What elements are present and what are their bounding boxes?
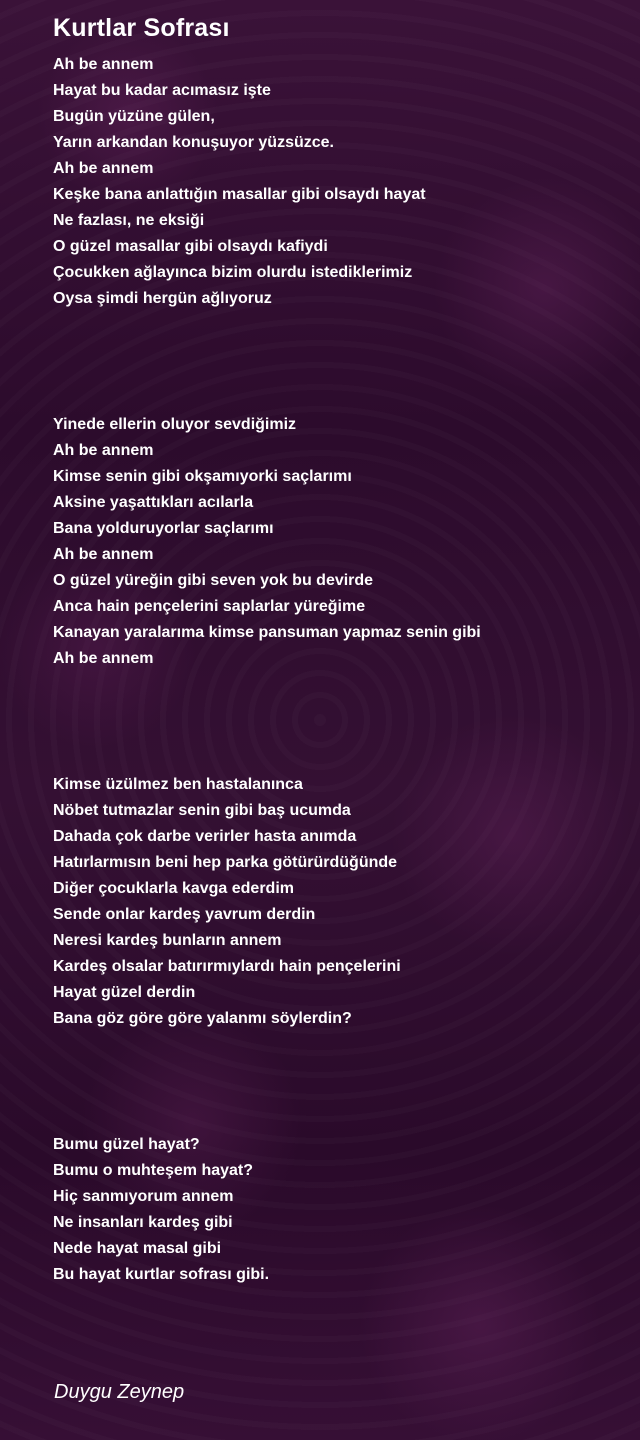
poem-line: Bugün yüzüne gülen, [53,108,215,125]
poem-line: Ne fazlası, ne eksiği [53,212,205,229]
poem-line: Neresi kardeş bunların annem [53,932,282,949]
stanza [53,52,426,312]
poem-line: Ah be annem [53,546,154,563]
poem-line: Kardeş olsalar batırırmıylardı hain pençelerini [53,958,401,975]
poem-title: Kurtlar Sofrası [53,14,230,42]
poem-line: Bana göz göre göre yalanmı söylerdin? [53,1010,352,1027]
poem-line: Sende onlar kardeş yavrum derdin [53,906,316,923]
poem-line: Ah be annem [53,160,154,177]
poem-line: Hiç sanmıyorum annem [53,1188,234,1205]
poem-line: Nöbet tutmazlar senin gibi baş ucumda [53,802,351,819]
stanza [53,1132,269,1288]
poem-line: Aksine yaşattıkları acılarla [53,494,254,511]
poem-line: Yinede ellerin oluyor sevdiğimiz [53,416,297,433]
poem-author: Duygu Zeynep [54,1381,185,1403]
stanza [53,412,481,672]
poem-line: Kimse senin gibi okşamıyorki saçlarımı [53,468,352,485]
poem-line: O güzel yüreğin gibi seven yok bu devirde [53,572,374,589]
poem-line: Ah be annem [53,650,154,667]
poem-line: Hayat güzel derdin [53,984,196,1001]
poem-line: Bumu güzel hayat? [53,1136,200,1153]
poem-line: Bumu o muhteşem hayat? [53,1162,254,1179]
stanza [53,772,401,1032]
poem-line: Keşke bana anlattığın masallar gibi olsaydı hayat [53,186,426,203]
poem-line: Çocukken ağlayınca bizim olurdu istediklerimiz [53,264,413,281]
poem-line: Kimse üzülmez ben hastalanınca [53,776,303,793]
poem-line: Bu hayat kurtlar sofrası gibi. [53,1266,270,1283]
poem-line: Bana yolduruyorlar saçlarımı [53,520,274,537]
poem-line: Ah be annem [53,442,154,459]
poem-line: Diğer çocuklarla kavga ederdim [53,880,294,897]
poem-line: Kanayan yaralarıma kimse pansuman yapmaz senin gibi [53,624,481,641]
poem-line: Dahada çok darbe verirler hasta anımda [53,828,357,845]
poem-line: Ne insanları kardeş gibi [53,1214,233,1231]
poem-line: Ah be annem [53,56,154,73]
poem-line: Hatırlarmısın beni hep parka götürürdüğünde [53,854,398,871]
poem-line: Anca hain pençelerini saplarlar yüreğime [53,598,366,615]
poem-line: Yarın arkandan konuşuyor yüzsüzce. [53,134,334,151]
poem-line: Hayat bu kadar acımasız işte [53,82,271,99]
poem-line: Nede hayat masal gibi [53,1240,222,1257]
poem-line: Oysa şimdi hergün ağlıyoruz [53,290,272,307]
poem-line: O güzel masallar gibi olsaydı kafiydi [53,238,328,255]
